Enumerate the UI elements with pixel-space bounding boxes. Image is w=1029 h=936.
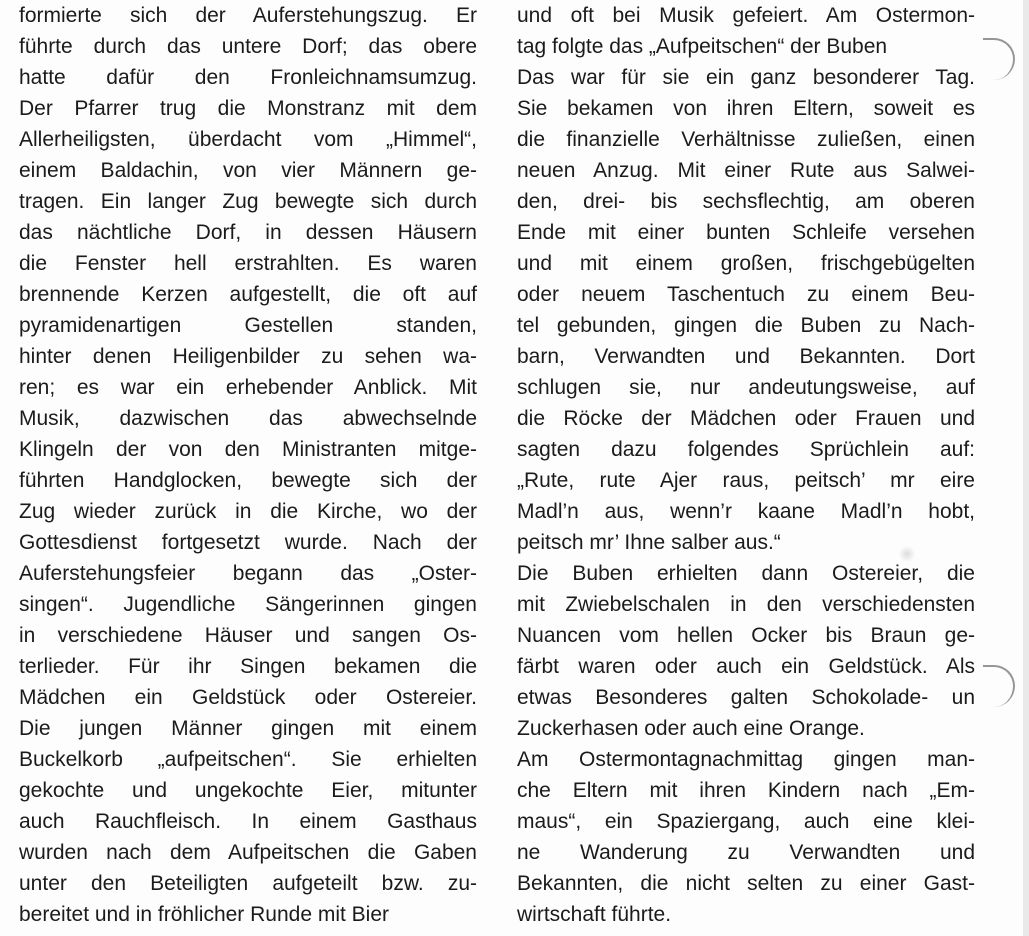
text-line: „Rute, rute Ajer raus, peitsch’ mr eire — [517, 469, 975, 492]
text-line: Klingeln der von den Ministranten mitge- — [19, 438, 477, 461]
text-line: Das war für sie ein ganz besonderer Tag. — [517, 66, 975, 89]
text-line: Der Pfarrer trug die Monstranz mit dem — [19, 97, 477, 120]
text-line: brennende Kerzen aufgestellt, die oft auf — [19, 283, 477, 306]
text-line: wirtschaft führte. — [517, 903, 672, 926]
text-line: das nächtliche Dorf, in dessen Häusern — [19, 221, 477, 244]
text-line: Nuancen vom hellen Ocker bis Braun ge- — [517, 624, 975, 647]
text-line: schlugen sie, nur andeutungsweise, auf — [517, 376, 975, 399]
text-line: tel gebunden, gingen die Buben zu Nach- — [517, 314, 975, 337]
text-line: singen“. Jugendliche Sängerinnen gingen — [19, 593, 477, 616]
text-line: neuen Anzug. Mit einer Rute aus Salwei- — [517, 159, 975, 182]
text-line: bereitet und in fröhlicher Runde mit Bier — [19, 903, 390, 926]
paper-curl-mark — [983, 665, 1015, 707]
text-line: etwas Besonderes galten Schokolade- un — [517, 686, 975, 709]
text-line: pyramidenartigen Gestellen standen, — [19, 314, 477, 337]
text-line: formierte sich der Auferstehungszug. Er — [19, 4, 477, 27]
text-line: ren; es war ein erhebender Anblick. Mit — [19, 376, 477, 399]
paper-smudge — [898, 546, 916, 562]
text-line: die finanzielle Verhältnisse zuließen, einen — [517, 128, 975, 151]
text-line: Zuckerhasen oder auch eine Orange. — [517, 717, 865, 740]
text-line: Die Buben erhielten dann Ostereier, die — [517, 562, 975, 585]
left-text-column — [19, 0, 477, 930]
text-line: ne Wanderung zu Verwandten und — [517, 841, 975, 864]
text-line: in verschiedene Häuser und sangen Os- — [19, 624, 477, 647]
text-line: Zug wieder zurück in die Kirche, wo der — [19, 500, 477, 523]
text-line: die Fenster hell erstrahlten. Es waren — [19, 252, 477, 275]
text-line: die Röcke der Mädchen oder Frauen und — [517, 407, 975, 430]
text-line: führten Handglocken, bewegte sich der — [19, 469, 477, 492]
text-line: Am Ostermontagnachmittag gingen man- — [517, 748, 975, 771]
text-line: maus“, ein Spaziergang, auch eine klei- — [517, 810, 975, 833]
text-line: hinter denen Heiligenbilder zu sehen wa- — [19, 345, 477, 368]
text-line: che Eltern mit ihren Kindern nach „Em- — [517, 779, 975, 802]
text-line: oder neuem Taschentuch zu einem Beu- — [517, 283, 975, 306]
text-line: tragen. Ein langer Zug bewegte sich durch — [19, 190, 477, 213]
text-line: Sie bekamen von ihren Eltern, soweit es — [517, 97, 975, 120]
text-line: und oft bei Musik gefeiert. Am Ostermon- — [517, 4, 975, 27]
text-line: Musik, dazwischen das abwechselnde — [19, 407, 477, 430]
text-line: Die jungen Männer gingen mit einem — [19, 717, 477, 740]
text-line: den, drei- bis sechsflechtig, am oberen — [517, 190, 975, 213]
text-line: einem Baldachin, von vier Männern ge- — [19, 159, 477, 182]
text-line: und mit einem großen, frischgebügelten — [517, 252, 975, 275]
text-line: Buckelkorb „aufpeitschen“. Sie erhielten — [19, 748, 477, 771]
page-edge-shadow — [1023, 0, 1029, 936]
text-line: wurden nach dem Aufpeitschen die Gaben — [19, 841, 477, 864]
text-line: peitsch mr’ Ihne salber aus.“ — [517, 531, 781, 554]
text-line: Ende mit einer bunten Schleife versehen — [517, 221, 975, 244]
text-line: Madl’n aus, wenn’r kaane Madl’n hobt, — [517, 500, 975, 523]
text-line: Mädchen ein Geldstück oder Ostereier. — [19, 686, 477, 709]
text-line: mit Zwiebelschalen in den verschiedensten — [517, 593, 975, 616]
text-line: Auferstehungsfeier begann das „Oster- — [19, 562, 477, 585]
text-line: unter den Beteiligten aufgeteilt bzw. zu- — [19, 872, 477, 895]
text-line: Bekannten, die nicht selten zu einer Gast- — [517, 872, 975, 895]
text-line: hatte dafür den Fronleichnamsumzug. — [19, 66, 477, 89]
right-text-column — [517, 0, 975, 930]
text-line: führte durch das untere Dorf; das obere — [19, 35, 477, 58]
text-line: sagten dazu folgendes Sprüchlein auf: — [517, 438, 975, 461]
text-line: gekochte und ungekochte Eier, mitunter — [19, 779, 477, 802]
text-line: barn, Verwandten und Bekannten. Dort — [517, 345, 975, 368]
text-line: terlieder. Für ihr Singen bekamen die — [19, 655, 477, 678]
text-line: Allerheiligsten, überdacht vom „Himmel“, — [19, 128, 477, 151]
text-line: Gottesdienst fortgesetzt wurde. Nach der — [19, 531, 477, 554]
text-line: färbt waren oder auch ein Geldstück. Als — [517, 655, 975, 678]
text-line: auch Rauchfleisch. In einem Gasthaus — [19, 810, 477, 833]
text-line: tag folgte das „Aufpeitschen“ der Buben — [517, 35, 888, 58]
paper-curl-mark — [983, 38, 1015, 80]
